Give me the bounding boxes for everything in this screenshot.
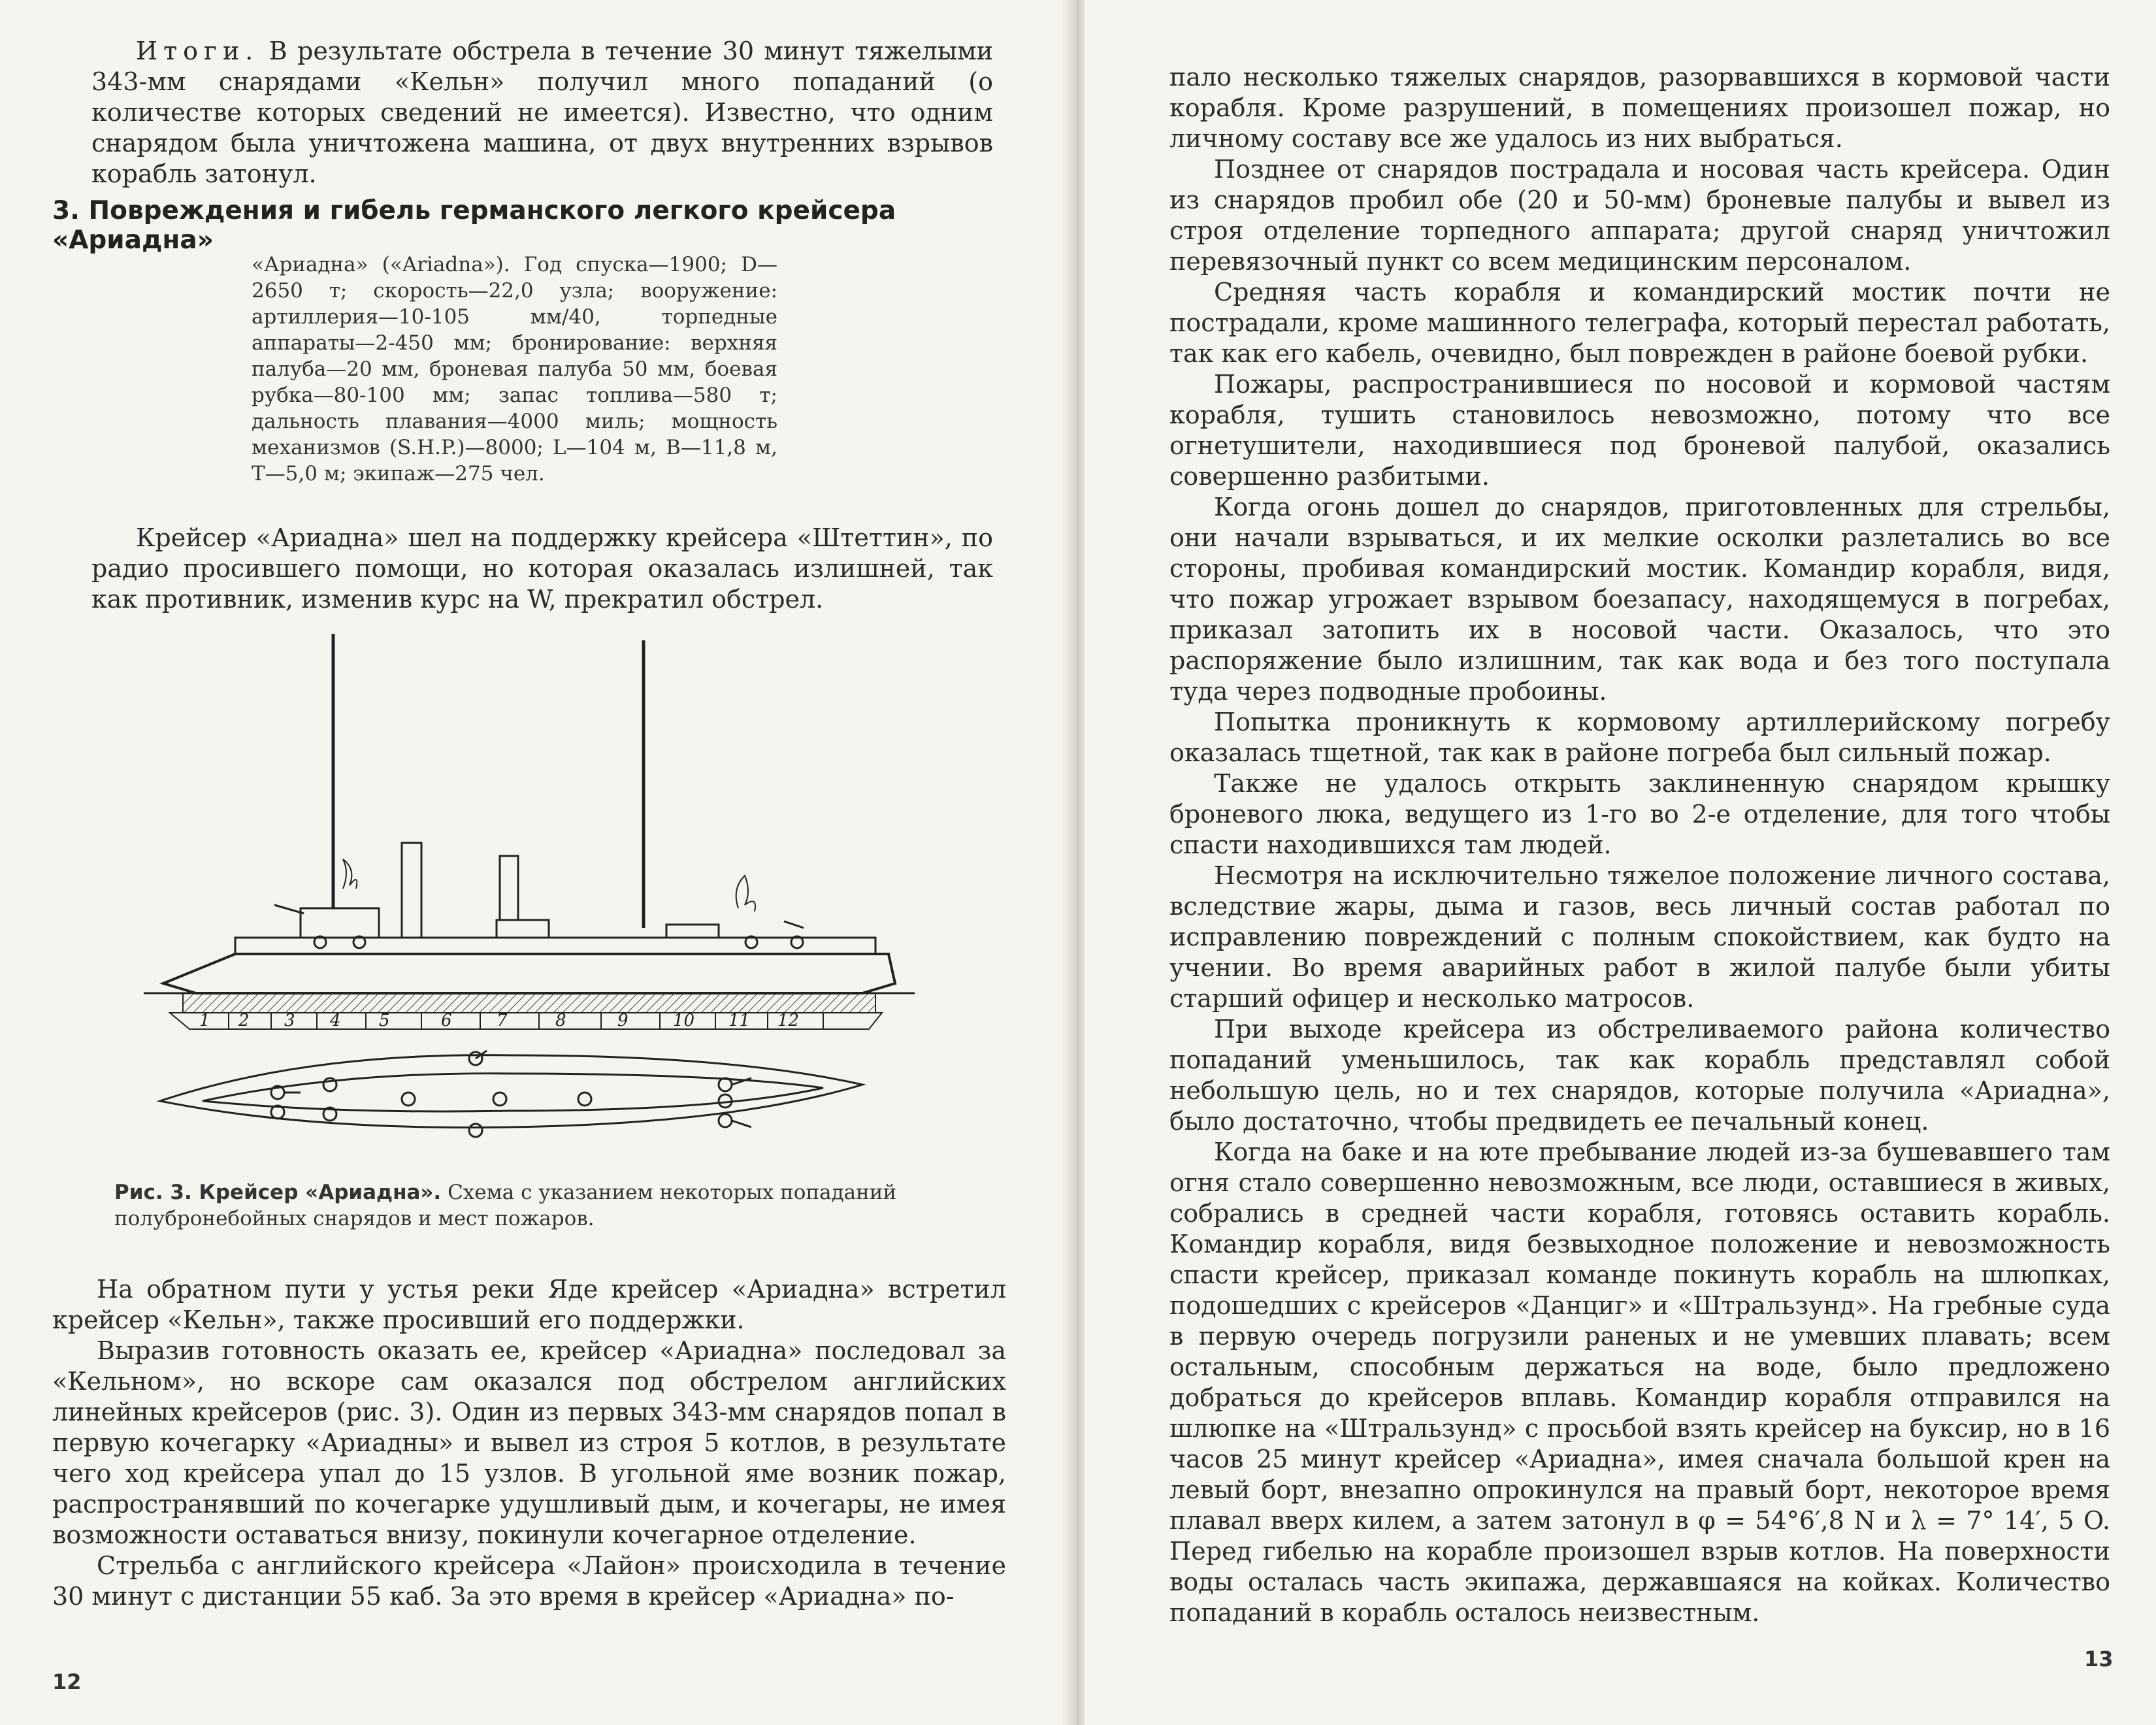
body-paragraph: Когда огонь дошел до снарядов, приготовленных для стрельбы, они начали взрываться, и их мелкие осколки разлетались во все стороны, пробивая командирский мостик. Командир корабля, видя, что пожар угрожает взрывом боезапасу, находящемуся в погребах, приказал затопить их в носовой части. Оказалось, что это распоряжение было излишним, так как вода и без того поступала туда через подводные пробоины. [1169,493,2110,706]
body-paragraph: Несмотря на исключительно тяжелое положение личного состава, вследствие жары, дыма и газов, весь личный состав работал по исправлению повреждений с полным спокойствием, как будто на учении. Во время аварийных работ в жилой палубе были убиты старший офицер и несколько матросов. [1169,861,2110,1013]
left-page [0,0,1071,1725]
body-paragraph: Стрельба с английского крейсера «Лайон» происходила в течение 30 минут с дистанции 55 каб. За это время в крейсер «Ариадна» по- [52,1551,1006,1611]
right-page [1085,0,2156,1725]
right-body [1169,62,2110,1628]
compartment-label: 4 [330,1011,341,1030]
body-paragraph: Пожары, распространившиеся по носовой и кормовой частям корабля, тушить становилось невозможно, потому что все огнетушители, находившиеся под броневой палубой, оказались совершенно разбитыми. [1169,370,2110,491]
summary-paragraph [91,36,993,189]
compartment-label: 2 [238,1011,250,1030]
compartment-label: 10 [673,1011,695,1030]
page-number: 13 [2084,1647,2114,1671]
side-view [144,634,915,1029]
summary-text: В результате обстрела в течение 30 минут тяжелыми 343-мм снарядами «Кельн» получил много попаданий (о количестве которых сведений не имеется). Известно, что одним снарядом была уничтожена машина, от двух внутренних взрывов корабль затонул. [91,37,993,188]
figure-caption [114,1179,957,1232]
compartment-label: 5 [379,1011,390,1030]
compartment-label: 9 [617,1011,629,1030]
body-paragraph: Выразив готовность оказать ее, крейсер «Ариадна» последовал за «Кельном», но вскоре сам оказался под обстрелом английских линейных крейсеров (рис. 3). Один из первых 343-мм снарядов попал в первую кочегарку «Ариадны» и вывел из строя 5 котлов, в результате чего ход крейсера упал до 15 узлов. В угольной яме возник пожар, распространявший по кочегарке удушливый дым, и кочегары, не имея возможности оставаться внизу, покинули кочегарное отделение. [52,1336,1006,1549]
compartment-label: 7 [497,1011,508,1030]
body-paragraph: пало несколько тяжелых снарядов, разорвавшихся в кормовой части корабля. Кроме разрушений, в помещениях произошел пожар, но личному составу все же удалось из них выбраться. [1169,63,2110,153]
summary-block [91,36,993,189]
body-paragraph: Попытка проникнуть к кормовому артиллерийскому погребу оказалась тщетной, так как в районе погреба был сильный пожар. [1169,708,2110,767]
compartment-label: 8 [555,1011,566,1030]
body-paragraph: Позднее от снарядов пострадала и носовая часть крейсера. Один из снарядов пробил обе (20 и 50-мм) броневые палубы и вывел из строя отделение торпедного аппарата; другой снаряд уничтожил перевязочный пункт со всем медицинским персоналом. [1169,155,2110,276]
body-paragraph: Также не удалось открыть заклиненную снарядом крышку броневого люка, ведущего из 1-го во 2-е отделение, для того чтобы спасти находившихся там людей. [1169,769,2110,859]
ship-diagram [144,627,915,1143]
body-paragraph: При выходе крейсера из обстреливаемого района количество попаданий уменьшилось, так как корабль представлял собой небольшую цель, но и тех снарядов, которые получила «Ариадна», было достаточно, чтобы предвидеть ее печальный конец. [1169,1015,2110,1136]
ship-specs: «Ариадна» («Ariadna»). Год спуска—1900; D—2650 т; скорость—22,0 узла; вооружение: артиллерия—10-105 мм/40, торпедные аппараты—2-450 мм; бронирование: верхняя палуба—20 мм, броневая палуба 50 мм, боевая рубка—80-100 мм; запас топлива—580 т; дальность плавания—4000 миль; мощность механизмов (S.H.P.)—8000; L—104 м, B—11,8 м, T—5,0 м; экипаж—275 чел. [252,253,777,485]
body-block-bottom [52,1274,1006,1612]
body-paragraph: На обратном пути у устья реки Яде крейсер «Ариадна» встретил крейсер «Кельн», также просивший его поддержки. [52,1275,1006,1334]
compartment-label: 3 [284,1011,295,1030]
caption-text: Схема с указанием некоторых попаданий полубронебойных снарядов и мест пожаров. [114,1181,897,1230]
body-block-top [91,523,993,615]
caption-title: Рис. 3. Крейсер «Ариадна». [114,1181,442,1204]
compartment-label: 1 [199,1011,210,1030]
compartment-label: 11 [728,1011,751,1030]
summary-lead: Итоги. [136,37,259,65]
section-heading: 3. Повреждения и гибель германского легкого крейсера «Ариадна» [52,196,896,255]
page-number: 12 [52,1669,82,1694]
body-paragraph: Когда на баке и на юте пребывание людей из-за бушевавшего там огня стало совершенно невозможным, все люди, оставшиеся в живых, собрались в средней части корабля, готовясь оставить корабль. Командир корабля, видя безвыходное положение и невозможность спасти крейсер, приказал команде покинуть корабль на шлюпках, подошедших с крейсеров «Данциг» и «Штральзунд». На гребные суда в первую очередь погрузили раненых и не умевших плавать; всем остальным, способным держаться на воде, было предложено добраться до крейсеров вплавь. Командир корабля отправился на шлюпке на «Штральзунд» с просьбой взять крейсер на буксир, но в 16 часов 25 минут крейсер «Ариадна», имея сначала большой крен на левый борт, внезапно опрокинулся на правый борт, некоторое время плавал вверх килем, а затем затонул в φ = 54°6′,8 N и λ = 7° 14′, 5 O. Перед гибелью на корабле произошел взрыв котлов. На поверхности воды осталась часть экипажа, державшаяся на койках. Количество попаданий в корабль осталось неизвестным. [1169,1138,2110,1627]
plan-view [160,1051,862,1137]
body-paragraph: Средняя часть корабля и командирский мостик почти не пострадали, кроме машинного телеграфа, который перестал работать, так как его кабель, очевидно, был поврежден в районе боевой рубки. [1169,278,2110,368]
compartment-label: 12 [777,1011,800,1030]
compartment-label: 6 [441,1011,452,1030]
body-paragraph: Крейсер «Ариадна» шел на поддержку крейсера «Штеттин», по радио просившего помощи, но которая оказалась излишней, так как противник, изменив курс на W, прекратил обстрел. [91,523,993,614]
